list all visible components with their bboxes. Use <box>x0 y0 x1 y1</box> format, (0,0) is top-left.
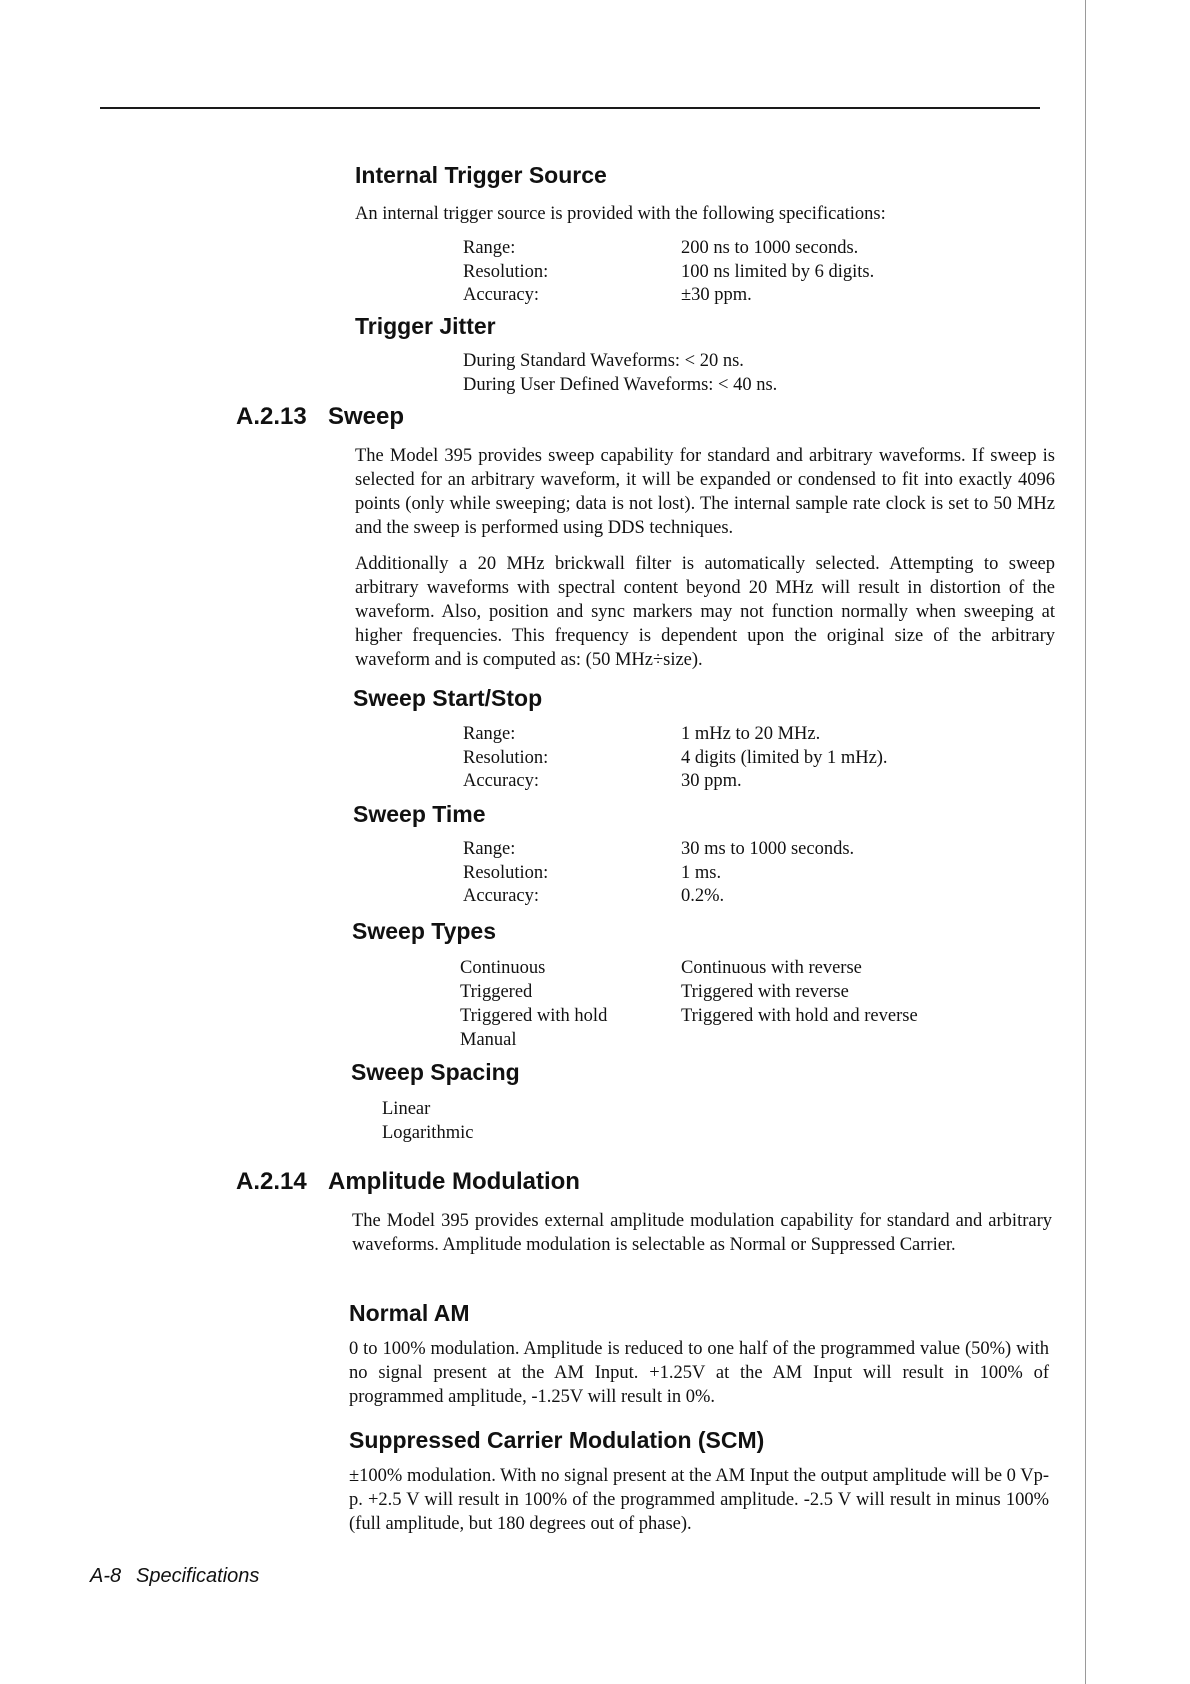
spec-row <box>463 237 874 261</box>
heading-suppressed-carrier-modulation: Suppressed Carrier Modulation (SCM) <box>349 1427 765 1453</box>
sweep-time-specs <box>463 838 854 909</box>
spec-row <box>463 862 854 886</box>
footer-section: Specifications <box>136 1565 260 1587</box>
spec-row <box>463 261 874 285</box>
trigger-source-intro: An internal trigger source is provided with the following specifications: <box>355 204 886 224</box>
spec-label: Accuracy: <box>463 886 540 906</box>
spec-value: 4 digits (limited by 1 mHz). <box>681 747 888 768</box>
spec-label: Range: <box>463 839 516 859</box>
list-item: Triggered with hold and reverse <box>681 1006 918 1026</box>
sweep-types-right-list <box>681 956 918 1028</box>
section-heading-amplitude-modulation <box>236 1168 580 1196</box>
top-rule <box>100 107 1040 109</box>
spec-value: 1 mHz to 20 MHz. <box>681 724 821 744</box>
list-item: Continuous <box>460 958 546 978</box>
list-item: Manual <box>460 1030 517 1050</box>
spec-value: 100 ns limited by 6 digits. <box>681 261 875 282</box>
section-heading-sweep <box>236 403 404 431</box>
heading-normal-am: Normal AM <box>349 1300 470 1326</box>
spec-label: Resolution: <box>463 261 549 282</box>
heading-sweep-types: Sweep Types <box>352 918 497 944</box>
sweep-types-left-list <box>460 956 607 1052</box>
spec-label: Resolution: <box>463 747 549 768</box>
heading-sweep-time: Sweep Time <box>353 801 486 827</box>
am-intro-paragraph: The Model 395 provides external amplitude modulation capability for standard and arbitrary waveforms. Amplitude modulation is selectable as Normal or Suppressed Carrier. <box>352 1211 1052 1255</box>
scm-paragraph: ±100% modulation. With no signal present at the AM Input the output amplitude will be 0 Vp-p. +2.5 V will result in 100% of the programmed amplitude. -2.5 V will result in minus 100% (full amplitude, but 180 degrees out of phase). <box>349 1466 1049 1534</box>
page-edge-line <box>1085 0 1086 1684</box>
heading-sweep-start-stop: Sweep Start/Stop <box>353 685 543 711</box>
spec-value: 1 ms. <box>681 862 722 883</box>
spec-label: Range: <box>463 238 516 258</box>
normal-am-paragraph: 0 to 100% modulation. Amplitude is reduced to one half of the programmed value (50%) with no signal present at the AM Input. +1.25V at the AM Input will result in 100% of programmed amplitude, -1.25V will result in 0%. <box>349 1339 1049 1407</box>
spec-value: ±30 ppm. <box>681 285 752 305</box>
jitter-line: During Standard Waveforms: < 20 ns. <box>463 351 744 371</box>
list-item: Continuous with reverse <box>681 958 862 978</box>
spec-value: 200 ns to 1000 seconds. <box>681 238 859 258</box>
spec-label: Accuracy: <box>463 285 540 305</box>
spec-row <box>463 284 874 308</box>
section-title: Amplitude Modulation <box>328 1168 580 1195</box>
sweep-paragraph-2: Additionally a 20 MHz brickwall filter is automatically selected. Attempting to sweep arbitrary waveforms with spectral content beyond 20 MHz will result in distortion of the waveform. Also, position and sync markers may not function normally when sweeping at higher frequencies. This frequency is dependent upon the original size of the arbitrary waveform and is computed as: (50 MHz÷size). <box>355 554 1055 670</box>
section-number: A.2.14 <box>236 1168 307 1195</box>
section-number: A.2.13 <box>236 403 307 430</box>
spec-row <box>463 770 888 794</box>
spec-label: Resolution: <box>463 862 549 883</box>
spec-row <box>463 885 854 909</box>
trigger-jitter-lines <box>463 350 777 397</box>
spec-value: 30 ppm. <box>681 771 742 791</box>
list-item: Linear <box>382 1099 431 1119</box>
spec-row <box>463 747 888 771</box>
list-item: Triggered with hold <box>460 1006 608 1026</box>
sweep-start-stop-specs <box>463 723 888 794</box>
jitter-line: During User Defined Waveforms: < 40 ns. <box>463 374 778 395</box>
heading-internal-trigger-source: Internal Trigger Source <box>355 162 607 188</box>
section-title: Sweep <box>328 403 405 430</box>
spec-label: Range: <box>463 724 516 744</box>
list-item: Triggered with reverse <box>681 982 849 1002</box>
spec-label: Accuracy: <box>463 771 540 791</box>
page-footer <box>90 1565 259 1588</box>
heading-sweep-spacing: Sweep Spacing <box>351 1059 520 1085</box>
spec-row <box>463 723 888 747</box>
heading-trigger-jitter: Trigger Jitter <box>355 313 496 339</box>
spec-value: 30 ms to 1000 seconds. <box>681 839 855 859</box>
list-item: Logarithmic <box>382 1123 474 1143</box>
spec-row <box>463 838 854 862</box>
sweep-paragraph-1: The Model 395 provides sweep capability for standard and arbitrary waveforms. If sweep is selected for an arbitrary waveform, it will be expanded or condensed to fit into exactly 4096 points (only while sweeping; data is not lost). The internal sample rate clock is set to 50 MHz and the sweep is performed using DDS techniques. <box>355 446 1055 538</box>
list-item: Triggered <box>460 982 533 1002</box>
spec-value: 0.2%. <box>681 886 725 906</box>
sweep-spacing-list <box>382 1097 473 1145</box>
page-number: A-8 <box>90 1565 122 1587</box>
trigger-source-specs <box>463 237 874 308</box>
